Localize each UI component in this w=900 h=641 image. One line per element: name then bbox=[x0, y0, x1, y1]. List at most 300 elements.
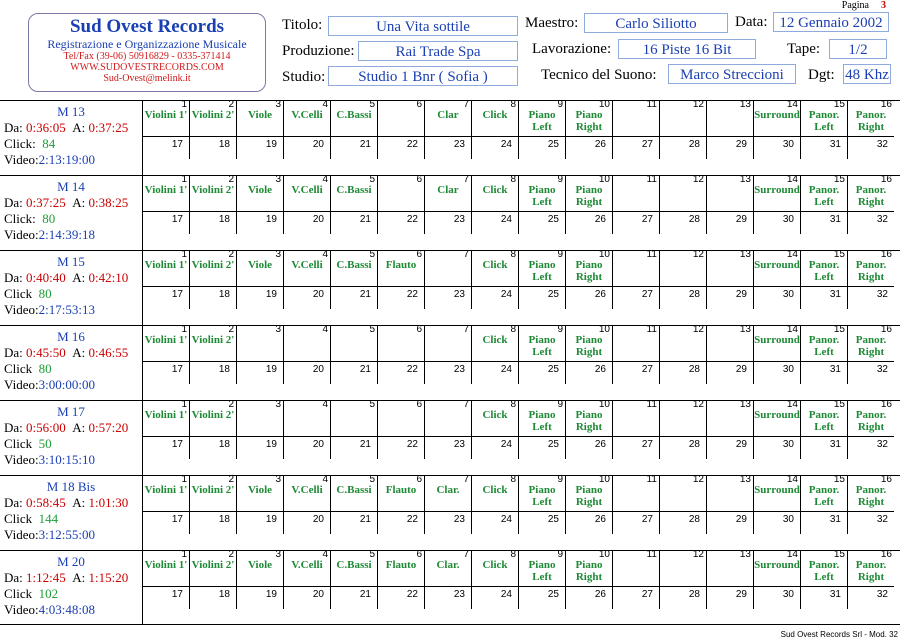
track-number: 2 bbox=[228, 99, 234, 110]
track-number: 26 bbox=[594, 139, 606, 150]
track-cell-17[interactable] bbox=[142, 437, 189, 459]
track-cell-22[interactable] bbox=[377, 287, 424, 309]
track-cell-11[interactable] bbox=[612, 401, 659, 437]
track-cell-24[interactable] bbox=[471, 287, 518, 309]
track-cell-3[interactable] bbox=[236, 101, 283, 137]
track-cell-24[interactable] bbox=[471, 587, 518, 609]
cue-click bbox=[0, 286, 142, 302]
track-cell-7[interactable] bbox=[424, 326, 471, 362]
track-cell-10[interactable] bbox=[565, 401, 612, 437]
track-cell-14[interactable] bbox=[753, 101, 800, 137]
track-cell-9[interactable] bbox=[518, 476, 565, 512]
track-cell-31[interactable] bbox=[800, 512, 847, 534]
track-cell-21[interactable] bbox=[330, 587, 377, 609]
lavorazione-field[interactable]: 16 Piste 16 Bit bbox=[618, 39, 756, 59]
track-cell-6[interactable] bbox=[377, 551, 424, 587]
da-time: 0:45:50 bbox=[26, 345, 66, 360]
track-cell-20[interactable] bbox=[283, 287, 330, 309]
track-sheet-grid bbox=[0, 100, 900, 625]
track-cell-15[interactable] bbox=[800, 476, 847, 512]
track-number: 17 bbox=[171, 364, 183, 375]
track-cell-29[interactable] bbox=[706, 587, 753, 609]
track-cell-1[interactable] bbox=[142, 401, 189, 437]
track-cell-10[interactable] bbox=[565, 101, 612, 137]
da-label: Da: bbox=[4, 345, 23, 360]
track-number: 28 bbox=[688, 589, 700, 600]
track-cell-14[interactable] bbox=[753, 176, 800, 212]
track-cell-23[interactable] bbox=[424, 362, 471, 384]
track-cell-7[interactable] bbox=[424, 551, 471, 587]
track-cell-8[interactable] bbox=[471, 476, 518, 512]
track-cell-13[interactable] bbox=[706, 251, 753, 287]
track-cell-21[interactable] bbox=[330, 362, 377, 384]
track-cell-31[interactable] bbox=[800, 287, 847, 309]
track-number: 3 bbox=[275, 249, 281, 260]
track-cell-28[interactable] bbox=[659, 587, 706, 609]
track-cell-16[interactable] bbox=[847, 101, 894, 137]
track-cell-9[interactable] bbox=[518, 251, 565, 287]
track-cell-30[interactable] bbox=[753, 212, 800, 234]
track-number: 31 bbox=[829, 439, 841, 450]
track-cell-23[interactable] bbox=[424, 587, 471, 609]
track-cell-13[interactable] bbox=[706, 476, 753, 512]
track-label: Viole bbox=[247, 184, 273, 196]
track-cell-8[interactable] bbox=[471, 101, 518, 137]
track-cell-1[interactable] bbox=[142, 551, 189, 587]
track-number: 10 bbox=[598, 324, 610, 335]
track-cell-18[interactable] bbox=[189, 137, 236, 159]
track-cell-18[interactable] bbox=[189, 512, 236, 534]
track-cell-30[interactable] bbox=[753, 512, 800, 534]
track-cell-17[interactable] bbox=[142, 512, 189, 534]
track-cell-4[interactable] bbox=[283, 176, 330, 212]
track-cell-26[interactable] bbox=[565, 362, 612, 384]
tape-field[interactable]: 1/2 bbox=[829, 39, 887, 59]
track-cell-12[interactable] bbox=[659, 476, 706, 512]
track-cell-5[interactable] bbox=[330, 251, 377, 287]
track-cell-17[interactable] bbox=[142, 362, 189, 384]
track-cell-10[interactable] bbox=[565, 176, 612, 212]
track-cell-4[interactable] bbox=[283, 251, 330, 287]
track-cell-16[interactable] bbox=[847, 476, 894, 512]
track-number: 9 bbox=[557, 249, 563, 260]
track-cell-3[interactable] bbox=[236, 326, 283, 362]
cue-video bbox=[0, 452, 142, 468]
cue-name: M 18 Bis bbox=[46, 479, 96, 494]
track-cell-1[interactable] bbox=[142, 176, 189, 212]
track-cell-21[interactable] bbox=[330, 137, 377, 159]
track-number: 32 bbox=[876, 514, 888, 525]
track-cell-20[interactable] bbox=[283, 137, 330, 159]
track-cell-32[interactable] bbox=[847, 212, 894, 234]
track-cell-27[interactable] bbox=[612, 437, 659, 459]
cue-name: M 13 bbox=[57, 104, 85, 119]
track-cell-19[interactable] bbox=[236, 287, 283, 309]
track-cell-17[interactable] bbox=[142, 287, 189, 309]
track-cell-7[interactable] bbox=[424, 401, 471, 437]
track-cell-11[interactable] bbox=[612, 326, 659, 362]
track-cell-10[interactable] bbox=[565, 326, 612, 362]
track-cell-10[interactable] bbox=[565, 251, 612, 287]
track-cell-12[interactable] bbox=[659, 251, 706, 287]
track-cell-28[interactable] bbox=[659, 437, 706, 459]
track-cell-23[interactable] bbox=[424, 437, 471, 459]
track-cell-20[interactable] bbox=[283, 587, 330, 609]
track-cell-24[interactable] bbox=[471, 212, 518, 234]
track-cell-12[interactable] bbox=[659, 551, 706, 587]
track-cell-20[interactable] bbox=[283, 437, 330, 459]
track-cell-22[interactable] bbox=[377, 512, 424, 534]
track-cell-17[interactable] bbox=[142, 212, 189, 234]
track-cell-22[interactable] bbox=[377, 362, 424, 384]
track-cell-19[interactable] bbox=[236, 437, 283, 459]
track-cell-32[interactable] bbox=[847, 437, 894, 459]
track-cell-6[interactable] bbox=[377, 251, 424, 287]
track-cell-4[interactable] bbox=[283, 101, 330, 137]
track-cell-20[interactable] bbox=[283, 512, 330, 534]
track-number: 13 bbox=[739, 99, 751, 110]
track-number: 28 bbox=[688, 514, 700, 525]
maestro-field[interactable]: Carlo Siliotto bbox=[584, 13, 728, 33]
track-cell-15[interactable] bbox=[800, 101, 847, 137]
track-cell-28[interactable] bbox=[659, 137, 706, 159]
track-cell-24[interactable] bbox=[471, 437, 518, 459]
track-number: 28 bbox=[688, 364, 700, 375]
track-cell-16[interactable] bbox=[847, 401, 894, 437]
track-cell-20[interactable] bbox=[283, 362, 330, 384]
track-number: 32 bbox=[876, 439, 888, 450]
track-number: 27 bbox=[641, 214, 653, 225]
track-cell-18[interactable] bbox=[189, 287, 236, 309]
track-cell-10[interactable] bbox=[565, 476, 612, 512]
track-cell-2[interactable] bbox=[189, 326, 236, 362]
track-cell-5[interactable] bbox=[330, 551, 377, 587]
track-number: 17 bbox=[171, 214, 183, 225]
track-cell-1[interactable] bbox=[142, 326, 189, 362]
track-cell-27[interactable] bbox=[612, 362, 659, 384]
track-cell-27[interactable] bbox=[612, 287, 659, 309]
track-cell-12[interactable] bbox=[659, 176, 706, 212]
studio-field[interactable]: Studio 1 Bnr ( Sofia ) bbox=[328, 66, 518, 86]
track-number: 26 bbox=[594, 364, 606, 375]
track-cell-16[interactable] bbox=[847, 176, 894, 212]
track-cell-11[interactable] bbox=[612, 176, 659, 212]
track-cell-4[interactable] bbox=[283, 551, 330, 587]
track-cell-22[interactable] bbox=[377, 137, 424, 159]
track-label: Piano Right bbox=[575, 109, 603, 133]
track-cell-23[interactable] bbox=[424, 287, 471, 309]
track-cell-14[interactable] bbox=[753, 401, 800, 437]
track-cell-32[interactable] bbox=[847, 512, 894, 534]
track-cell-27[interactable] bbox=[612, 512, 659, 534]
tecnico-field[interactable]: Marco Streccioni bbox=[668, 64, 796, 84]
track-number: 32 bbox=[876, 364, 888, 375]
track-number: 4 bbox=[322, 399, 328, 410]
track-cell-25[interactable] bbox=[518, 212, 565, 234]
track-cell-10[interactable] bbox=[565, 551, 612, 587]
track-label: Piano Left bbox=[528, 184, 556, 208]
track-cell-22[interactable] bbox=[377, 437, 424, 459]
track-cell-26[interactable] bbox=[565, 137, 612, 159]
cue-click bbox=[0, 361, 142, 377]
track-cell-27[interactable] bbox=[612, 137, 659, 159]
track-number: 18 bbox=[218, 214, 230, 225]
track-cell-15[interactable] bbox=[800, 326, 847, 362]
track-cell-8[interactable] bbox=[471, 176, 518, 212]
track-cell-30[interactable] bbox=[753, 362, 800, 384]
track-cell-25[interactable] bbox=[518, 512, 565, 534]
track-cell-11[interactable] bbox=[612, 101, 659, 137]
track-cell-2[interactable] bbox=[189, 251, 236, 287]
cue-click bbox=[0, 136, 142, 152]
track-cell-17[interactable] bbox=[142, 137, 189, 159]
track-number: 14 bbox=[786, 249, 798, 260]
track-cell-8[interactable] bbox=[471, 326, 518, 362]
track-cell-29[interactable] bbox=[706, 137, 753, 159]
track-cell-29[interactable] bbox=[706, 362, 753, 384]
track-label: Violini 2' bbox=[191, 184, 235, 196]
video-label: Video: bbox=[4, 527, 39, 542]
track-cell-21[interactable] bbox=[330, 512, 377, 534]
click-label: Click bbox=[4, 286, 33, 301]
track-cell-14[interactable] bbox=[753, 476, 800, 512]
track-cell-11[interactable] bbox=[612, 476, 659, 512]
track-cell-12[interactable] bbox=[659, 101, 706, 137]
track-number: 16 bbox=[880, 249, 892, 260]
track-cell-5[interactable] bbox=[330, 326, 377, 362]
track-cell-5[interactable] bbox=[330, 176, 377, 212]
track-cell-3[interactable] bbox=[236, 251, 283, 287]
video-label: Video: bbox=[4, 452, 39, 467]
track-cell-6[interactable] bbox=[377, 476, 424, 512]
track-cell-3[interactable] bbox=[236, 551, 283, 587]
track-cell-29[interactable] bbox=[706, 287, 753, 309]
track-cell-4[interactable] bbox=[283, 326, 330, 362]
track-number: 1 bbox=[181, 549, 187, 560]
track-label: C.Bassi bbox=[336, 184, 372, 196]
track-number: 27 bbox=[641, 364, 653, 375]
track-cell-13[interactable] bbox=[706, 401, 753, 437]
track-number: 28 bbox=[688, 439, 700, 450]
track-cell-18[interactable] bbox=[189, 362, 236, 384]
track-cell-14[interactable] bbox=[753, 551, 800, 587]
track-cell-2[interactable] bbox=[189, 476, 236, 512]
track-cell-19[interactable] bbox=[236, 362, 283, 384]
track-cell-2[interactable] bbox=[189, 176, 236, 212]
track-cell-9[interactable] bbox=[518, 401, 565, 437]
track-label: Surround bbox=[754, 109, 800, 121]
track-cell-6[interactable] bbox=[377, 401, 424, 437]
track-cell-25[interactable] bbox=[518, 587, 565, 609]
track-cell-30[interactable] bbox=[753, 587, 800, 609]
track-cell-7[interactable] bbox=[424, 176, 471, 212]
track-cell-9[interactable] bbox=[518, 326, 565, 362]
track-cell-8[interactable] bbox=[471, 401, 518, 437]
video-timecode: 4:03:48:08 bbox=[38, 602, 95, 617]
video-label: Video: bbox=[4, 602, 39, 617]
produzione-field[interactable]: Rai Trade Spa bbox=[358, 41, 518, 61]
track-cell-5[interactable] bbox=[330, 101, 377, 137]
track-number: 11 bbox=[646, 399, 657, 410]
track-cell-26[interactable] bbox=[565, 212, 612, 234]
track-number: 17 bbox=[171, 289, 183, 300]
track-cell-24[interactable] bbox=[471, 137, 518, 159]
track-cell-9[interactable] bbox=[518, 176, 565, 212]
track-label: Click bbox=[482, 109, 508, 121]
track-cell-3[interactable] bbox=[236, 176, 283, 212]
track-cell-15[interactable] bbox=[800, 176, 847, 212]
track-cell-2[interactable] bbox=[189, 101, 236, 137]
track-number: 17 bbox=[171, 514, 183, 525]
track-cell-24[interactable] bbox=[471, 512, 518, 534]
track-cell-3[interactable] bbox=[236, 476, 283, 512]
track-cell-26[interactable] bbox=[565, 437, 612, 459]
track-number: 8 bbox=[510, 474, 516, 485]
track-cell-31[interactable] bbox=[800, 212, 847, 234]
da-label: Da: bbox=[4, 420, 23, 435]
track-cell-16[interactable] bbox=[847, 551, 894, 587]
track-cell-18[interactable] bbox=[189, 212, 236, 234]
track-cell-4[interactable] bbox=[283, 401, 330, 437]
track-cell-9[interactable] bbox=[518, 551, 565, 587]
click-value: 80 bbox=[42, 211, 56, 226]
track-cell-28[interactable] bbox=[659, 512, 706, 534]
track-cell-11[interactable] bbox=[612, 251, 659, 287]
track-cell-4[interactable] bbox=[283, 476, 330, 512]
track-cell-6[interactable] bbox=[377, 101, 424, 137]
track-cell-5[interactable] bbox=[330, 476, 377, 512]
track-label: Click bbox=[482, 259, 508, 271]
track-cell-31[interactable] bbox=[800, 437, 847, 459]
track-cell-13[interactable] bbox=[706, 176, 753, 212]
titolo-field[interactable]: Una Vita sottile bbox=[328, 16, 518, 36]
track-cell-28[interactable] bbox=[659, 212, 706, 234]
track-cell-15[interactable] bbox=[800, 251, 847, 287]
track-cell-25[interactable] bbox=[518, 287, 565, 309]
track-cell-23[interactable] bbox=[424, 212, 471, 234]
track-cell-19[interactable] bbox=[236, 512, 283, 534]
track-cell-31[interactable] bbox=[800, 362, 847, 384]
track-cell-16[interactable] bbox=[847, 251, 894, 287]
data-field[interactable]: 12 Gennaio 2002 bbox=[773, 12, 889, 32]
track-cell-27[interactable] bbox=[612, 212, 659, 234]
track-cell-12[interactable] bbox=[659, 326, 706, 362]
track-cell-14[interactable] bbox=[753, 326, 800, 362]
track-number: 7 bbox=[463, 399, 469, 410]
track-cell-30[interactable] bbox=[753, 287, 800, 309]
track-cell-7[interactable] bbox=[424, 101, 471, 137]
track-cell-26[interactable] bbox=[565, 512, 612, 534]
track-cell-13[interactable] bbox=[706, 551, 753, 587]
track-cell-8[interactable] bbox=[471, 251, 518, 287]
track-number: 28 bbox=[688, 289, 700, 300]
track-number: 24 bbox=[500, 439, 512, 450]
a-time: 0:42:10 bbox=[88, 270, 129, 285]
track-cell-30[interactable] bbox=[753, 137, 800, 159]
track-cell-15[interactable] bbox=[800, 551, 847, 587]
track-cell-25[interactable] bbox=[518, 137, 565, 159]
track-cell-29[interactable] bbox=[706, 512, 753, 534]
track-cell-14[interactable] bbox=[753, 251, 800, 287]
track-cell-19[interactable] bbox=[236, 137, 283, 159]
track-cell-18[interactable] bbox=[189, 437, 236, 459]
track-cell-6[interactable] bbox=[377, 176, 424, 212]
track-cell-25[interactable] bbox=[518, 437, 565, 459]
track-cell-15[interactable] bbox=[800, 401, 847, 437]
track-cell-17[interactable] bbox=[142, 587, 189, 609]
track-cell-32[interactable] bbox=[847, 287, 894, 309]
track-cell-28[interactable] bbox=[659, 287, 706, 309]
track-number: 19 bbox=[265, 439, 277, 450]
track-cell-20[interactable] bbox=[283, 212, 330, 234]
track-cell-21[interactable] bbox=[330, 437, 377, 459]
track-label: Clar. bbox=[436, 559, 460, 571]
track-cell-6[interactable] bbox=[377, 326, 424, 362]
track-cell-31[interactable] bbox=[800, 137, 847, 159]
track-cell-8[interactable] bbox=[471, 551, 518, 587]
track-cell-26[interactable] bbox=[565, 587, 612, 609]
track-cell-19[interactable] bbox=[236, 587, 283, 609]
track-cell-13[interactable] bbox=[706, 326, 753, 362]
track-cell-3[interactable] bbox=[236, 401, 283, 437]
track-cell-5[interactable] bbox=[330, 401, 377, 437]
track-cell-1[interactable] bbox=[142, 251, 189, 287]
track-cell-28[interactable] bbox=[659, 362, 706, 384]
track-cell-7[interactable] bbox=[424, 476, 471, 512]
click-label: Click: bbox=[4, 136, 36, 151]
track-cell-23[interactable] bbox=[424, 137, 471, 159]
track-cell-11[interactable] bbox=[612, 551, 659, 587]
track-cell-7[interactable] bbox=[424, 251, 471, 287]
track-cell-2[interactable] bbox=[189, 401, 236, 437]
track-cell-22[interactable] bbox=[377, 587, 424, 609]
track-cell-30[interactable] bbox=[753, 437, 800, 459]
track-number: 30 bbox=[782, 139, 794, 150]
track-number: 22 bbox=[406, 514, 418, 525]
track-cell-27[interactable] bbox=[612, 587, 659, 609]
video-label: Video: bbox=[4, 227, 39, 242]
track-cell-18[interactable] bbox=[189, 587, 236, 609]
track-cell-2[interactable] bbox=[189, 551, 236, 587]
track-cell-16[interactable] bbox=[847, 326, 894, 362]
track-cell-1[interactable] bbox=[142, 101, 189, 137]
track-number: 6 bbox=[416, 174, 422, 185]
track-cell-32[interactable] bbox=[847, 137, 894, 159]
track-cell-26[interactable] bbox=[565, 287, 612, 309]
track-cell-23[interactable] bbox=[424, 512, 471, 534]
track-cell-29[interactable] bbox=[706, 437, 753, 459]
click-label: Click bbox=[4, 361, 33, 376]
track-cell-31[interactable] bbox=[800, 587, 847, 609]
track-cell-24[interactable] bbox=[471, 362, 518, 384]
track-label: Surround bbox=[754, 559, 800, 571]
track-cell-22[interactable] bbox=[377, 212, 424, 234]
track-cell-21[interactable] bbox=[330, 287, 377, 309]
track-cell-1[interactable] bbox=[142, 476, 189, 512]
track-cell-13[interactable] bbox=[706, 101, 753, 137]
track-label: Piano Left bbox=[528, 259, 556, 283]
track-cell-32[interactable] bbox=[847, 587, 894, 609]
da-time: 0:40:40 bbox=[26, 270, 66, 285]
track-cell-12[interactable] bbox=[659, 401, 706, 437]
track-cell-25[interactable] bbox=[518, 362, 565, 384]
track-cell-21[interactable] bbox=[330, 212, 377, 234]
track-cell-32[interactable] bbox=[847, 362, 894, 384]
track-cell-9[interactable] bbox=[518, 101, 565, 137]
track-cell-29[interactable] bbox=[706, 212, 753, 234]
track-cell-19[interactable] bbox=[236, 212, 283, 234]
dgt-field[interactable]: 48 Khz bbox=[843, 64, 891, 84]
